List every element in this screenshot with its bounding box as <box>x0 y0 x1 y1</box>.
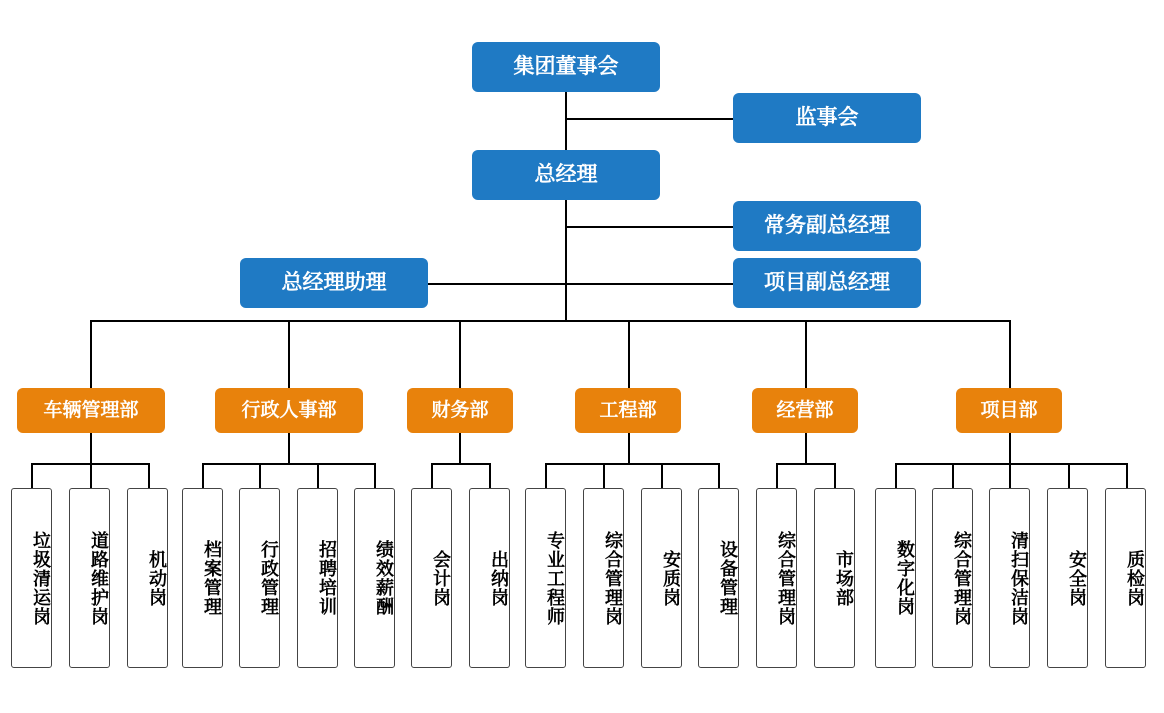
connector-dept-drop-1 <box>90 320 92 388</box>
node-role-safety[interactable]: 安全岗 <box>1047 488 1088 668</box>
node-role-archive-management[interactable]: 档案管理 <box>182 488 223 668</box>
connector-department-bus <box>90 320 1011 322</box>
node-role-professional-engineer[interactable]: 专业工程师 <box>525 488 566 668</box>
connector-dept-drop-5 <box>805 320 807 388</box>
connector-g6-4 <box>1068 463 1070 488</box>
node-project-deputy-general-manager[interactable]: 项目副总经理 <box>733 258 921 308</box>
node-role-administrative-management[interactable]: 行政管理 <box>239 488 280 668</box>
node-general-manager[interactable]: 总经理 <box>472 150 660 200</box>
connector-g1-1 <box>31 463 33 488</box>
connector-g4-4 <box>718 463 720 488</box>
node-role-accounting[interactable]: 会计岗 <box>411 488 452 668</box>
node-role-safety-quality[interactable]: 安质岗 <box>641 488 682 668</box>
node-role-recruitment-training[interactable]: 招聘培训 <box>297 488 338 668</box>
connector-g5-stem <box>805 433 807 464</box>
connector-g5-2 <box>834 463 836 488</box>
connector-g1-2 <box>90 463 92 488</box>
node-general-manager-assistant[interactable]: 总经理助理 <box>240 258 428 308</box>
connector-g6-bus <box>895 463 1127 465</box>
connector-dept-drop-3 <box>459 320 461 388</box>
node-department-engineering[interactable]: 工程部 <box>575 388 681 433</box>
connector-g6-3 <box>1009 463 1011 488</box>
node-role-digitalization[interactable]: 数字化岗 <box>875 488 916 668</box>
connector-g5-1 <box>776 463 778 488</box>
connector-g4-1 <box>545 463 547 488</box>
connector-g6-1 <box>895 463 897 488</box>
connector-gm-assistant <box>424 283 566 285</box>
connector-dept-drop-4 <box>628 320 630 388</box>
node-role-garbage-transport[interactable]: 垃圾清运岗 <box>11 488 52 668</box>
connector-g2-1 <box>202 463 204 488</box>
connector-g3-2 <box>489 463 491 488</box>
connector-supervisory <box>565 118 733 120</box>
node-role-performance-compensation[interactable]: 绩效薪酬 <box>354 488 395 668</box>
node-role-cashier[interactable]: 出纳岗 <box>469 488 510 668</box>
connector-g2-3 <box>317 463 319 488</box>
node-supervisory-board[interactable]: 监事会 <box>733 93 921 143</box>
node-department-administration-hr[interactable]: 行政人事部 <box>215 388 363 433</box>
connector-g4-2 <box>603 463 605 488</box>
connector-g4-3 <box>661 463 663 488</box>
node-executive-deputy-general-manager[interactable]: 常务副总经理 <box>733 201 921 251</box>
connector-g1-stem <box>90 433 92 464</box>
node-department-vehicle-management[interactable]: 车辆管理部 <box>17 388 165 433</box>
connector-g3-stem <box>459 433 461 464</box>
node-department-finance[interactable]: 财务部 <box>407 388 513 433</box>
connector-dept-drop-2 <box>288 320 290 388</box>
node-role-equipment-management[interactable]: 设备管理 <box>698 488 739 668</box>
connector-deputy-gm <box>565 226 733 228</box>
connector-g2-2 <box>259 463 261 488</box>
connector-g5-bus <box>776 463 835 465</box>
connector-dept-drop-6 <box>1009 320 1011 388</box>
connector-g6-stem <box>1009 433 1011 464</box>
connector-board-to-gm <box>565 91 567 150</box>
node-board-of-directors[interactable]: 集团董事会 <box>472 42 660 92</box>
connector-g2-stem <box>288 433 290 464</box>
connector-gm-down <box>565 199 567 321</box>
node-role-comprehensive-management-operations[interactable]: 综合管理岗 <box>756 488 797 668</box>
connector-g3-bus <box>431 463 490 465</box>
node-role-market[interactable]: 市场部 <box>814 488 855 668</box>
node-role-comprehensive-management-project[interactable]: 综合管理岗 <box>932 488 973 668</box>
node-role-cleaning-sanitation[interactable]: 清扫保洁岗 <box>989 488 1030 668</box>
connector-g4-stem <box>628 433 630 464</box>
node-department-project[interactable]: 项目部 <box>956 388 1062 433</box>
connector-g2-bus <box>202 463 375 465</box>
node-role-road-maintenance[interactable]: 道路维护岗 <box>69 488 110 668</box>
connector-project-deputy-gm <box>565 283 733 285</box>
node-department-operations[interactable]: 经营部 <box>752 388 858 433</box>
connector-g1-3 <box>148 463 150 488</box>
connector-g3-1 <box>431 463 433 488</box>
node-role-comprehensive-management-engineering[interactable]: 综合管理岗 <box>583 488 624 668</box>
node-role-quality-inspection[interactable]: 质检岗 <box>1105 488 1146 668</box>
connector-g6-5 <box>1126 463 1128 488</box>
node-role-flexible-duty[interactable]: 机动岗 <box>127 488 168 668</box>
connector-g4-bus <box>545 463 719 465</box>
connector-g2-4 <box>374 463 376 488</box>
connector-g6-2 <box>952 463 954 488</box>
